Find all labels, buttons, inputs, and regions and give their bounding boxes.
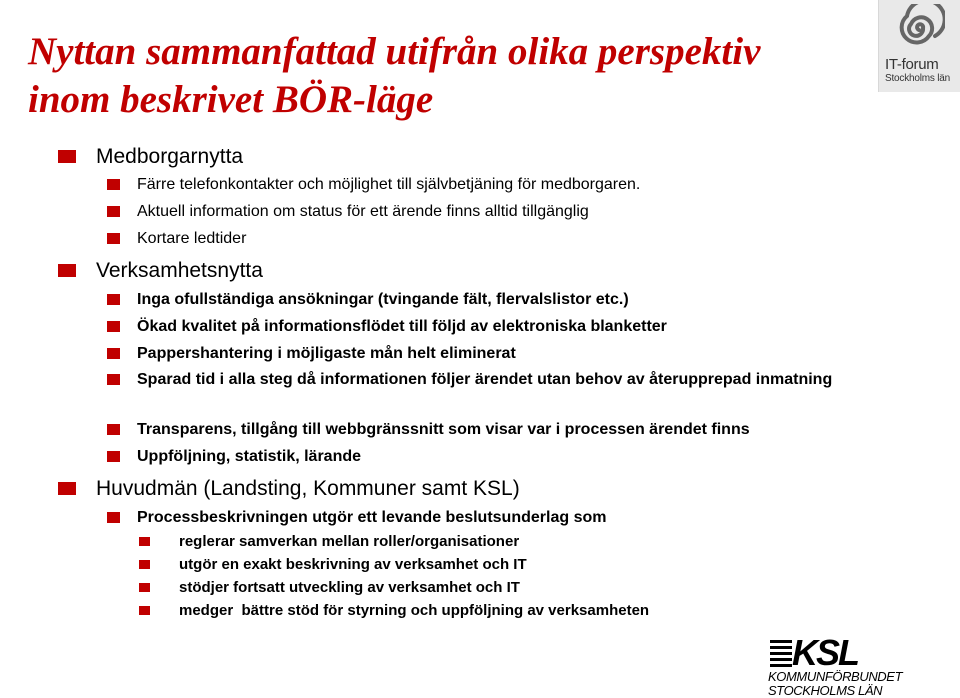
bullet-square-icon (107, 179, 120, 190)
slide-title-line-2: inom beskrivet BÖR-läge (28, 78, 434, 121)
bullet-square-icon (107, 348, 120, 359)
list-item-text: Sparad tid i alla steg då informationen följer ärendet utan behov av återupprepad inmatning (137, 371, 833, 388)
bullet-square-icon (107, 512, 120, 523)
bullet-square-icon (139, 606, 150, 615)
sub-list-item-text: medger bättre stöd för styrning och uppföljning av verksamheten (179, 602, 650, 619)
list-item-text: Färre telefonkontakter och möjlighet till självbetjäning för medborgaren. (137, 176, 641, 193)
bullet-square-icon (58, 150, 76, 163)
bullet-square-icon (107, 374, 120, 385)
it-forum-logo-name: IT-forum (885, 56, 939, 73)
ksl-logo-mark: KSL (792, 632, 858, 673)
bullet-square-icon (139, 537, 150, 546)
ksl-logo-line-1: KOMMUNFÖRBUNDET (768, 669, 903, 684)
list-item-text: Transparens, tillgång till webbgränssnitt som visar var i processen ärendet finns (137, 421, 750, 438)
list-item-text: Ökad kvalitet på informationsflödet till följd av elektroniska blanketter (137, 318, 667, 335)
ksl-logo (766, 632, 956, 698)
bullet-square-icon (107, 424, 120, 435)
bullet-square-icon (107, 451, 120, 462)
sub-list-item-text: stödjer fortsatt utveckling av verksamhet och IT (179, 579, 520, 596)
section-heading-text: Verksamhetsnytta (96, 259, 263, 282)
list-item-text: Kortare ledtider (137, 230, 247, 247)
sub-list-item-text: utgör en exakt beskrivning av verksamhet och IT (179, 556, 527, 573)
bullet-square-icon (107, 294, 120, 305)
bullet-square-icon (107, 233, 120, 244)
section-heading-text: Huvudmän (Landsting, Kommuner samt KSL) (96, 477, 520, 500)
list-item-text: Aktuell information om status för ett ärende finns alltid tillgänglig (137, 203, 589, 220)
bullet-square-icon (139, 560, 150, 569)
bullet-square-icon (107, 206, 120, 217)
bullet-square-icon (58, 264, 76, 277)
bullet-square-icon (58, 482, 76, 495)
list-item-text: Processbeskrivningen utgör ett levande beslutsunderlag som (137, 509, 607, 526)
it-forum-logo-subtitle: Stockholms län (885, 73, 951, 84)
sub-list-item-text: reglerar samverkan mellan roller/organisationer (179, 533, 520, 550)
bullet-square-icon (107, 321, 120, 332)
bullet-square-icon (139, 583, 150, 592)
slide-title-line-1: Nyttan sammanfattad utifrån olika perspektiv (28, 30, 761, 73)
ksl-logo-line-2: STOCKHOLMS LÄN (768, 683, 883, 698)
ksl-stripes-icon (770, 640, 794, 668)
list-item-text: Inga ofullständiga ansökningar (tvingande fält, flervalslistor etc.) (137, 291, 629, 308)
list-item-text: Pappershantering i möjligaste mån helt eliminerat (137, 345, 516, 362)
section-heading-text: Medborgarnytta (96, 145, 244, 168)
list-item-text: Uppföljning, statistik, lärande (137, 448, 362, 465)
